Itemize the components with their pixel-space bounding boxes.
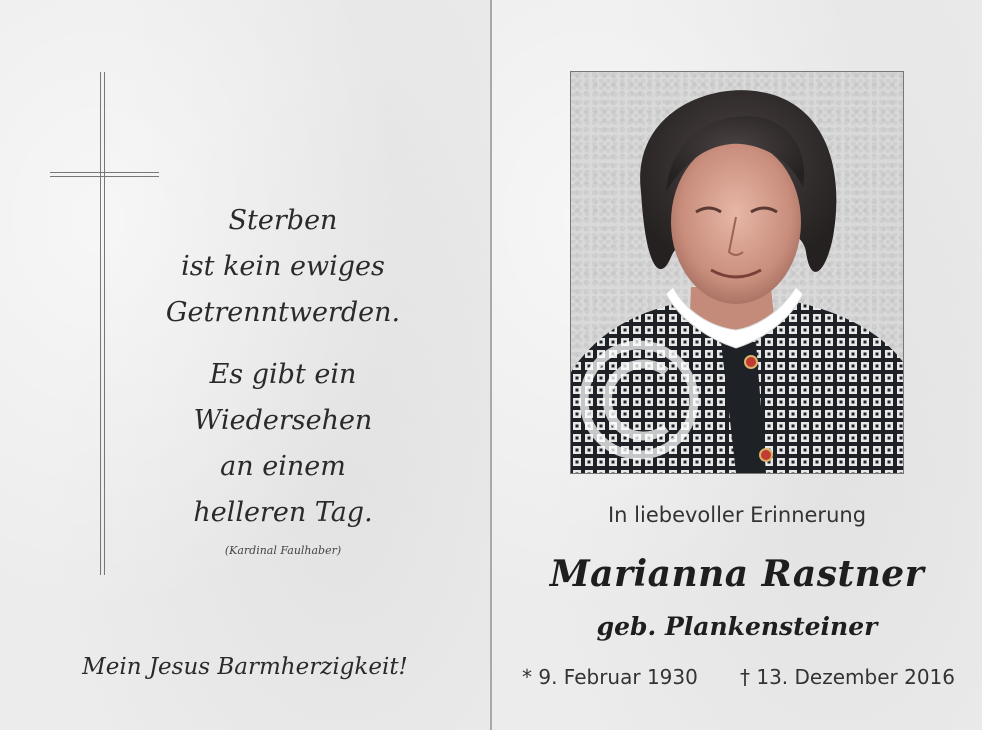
memory-line: In liebevoller Erinnerung: [607, 503, 867, 527]
poem-author: (Kardinal Faulhaber): [224, 544, 342, 557]
maiden-name: geb. Plankensteiner: [596, 612, 878, 641]
poem-line: an einem: [220, 451, 346, 482]
poem-line: helleren Tag.: [193, 497, 373, 528]
poem-line: Getrenntwerden.: [165, 297, 401, 328]
poem-line: Sterben: [228, 205, 338, 236]
birth-date: * 9. Februar 1930: [522, 665, 698, 689]
cross-icon-bar: [50, 172, 159, 177]
poem-line: Es gibt ein: [209, 359, 357, 390]
motto: Mein Jesus Barmherzigkeit!: [82, 654, 408, 680]
poem-stanza-2: [150, 352, 416, 536]
deceased-name: Marianna Rastner: [549, 553, 925, 595]
poem-line: ist kein ewiges: [181, 251, 385, 282]
portrait-photo: [570, 71, 904, 474]
left-panel: [0, 0, 490, 730]
death-date: † 13. Dezember 2016: [740, 665, 955, 689]
poem-line: Wiedersehen: [193, 405, 373, 436]
poem-stanza-1: [150, 198, 416, 336]
cross-icon: [100, 72, 105, 575]
